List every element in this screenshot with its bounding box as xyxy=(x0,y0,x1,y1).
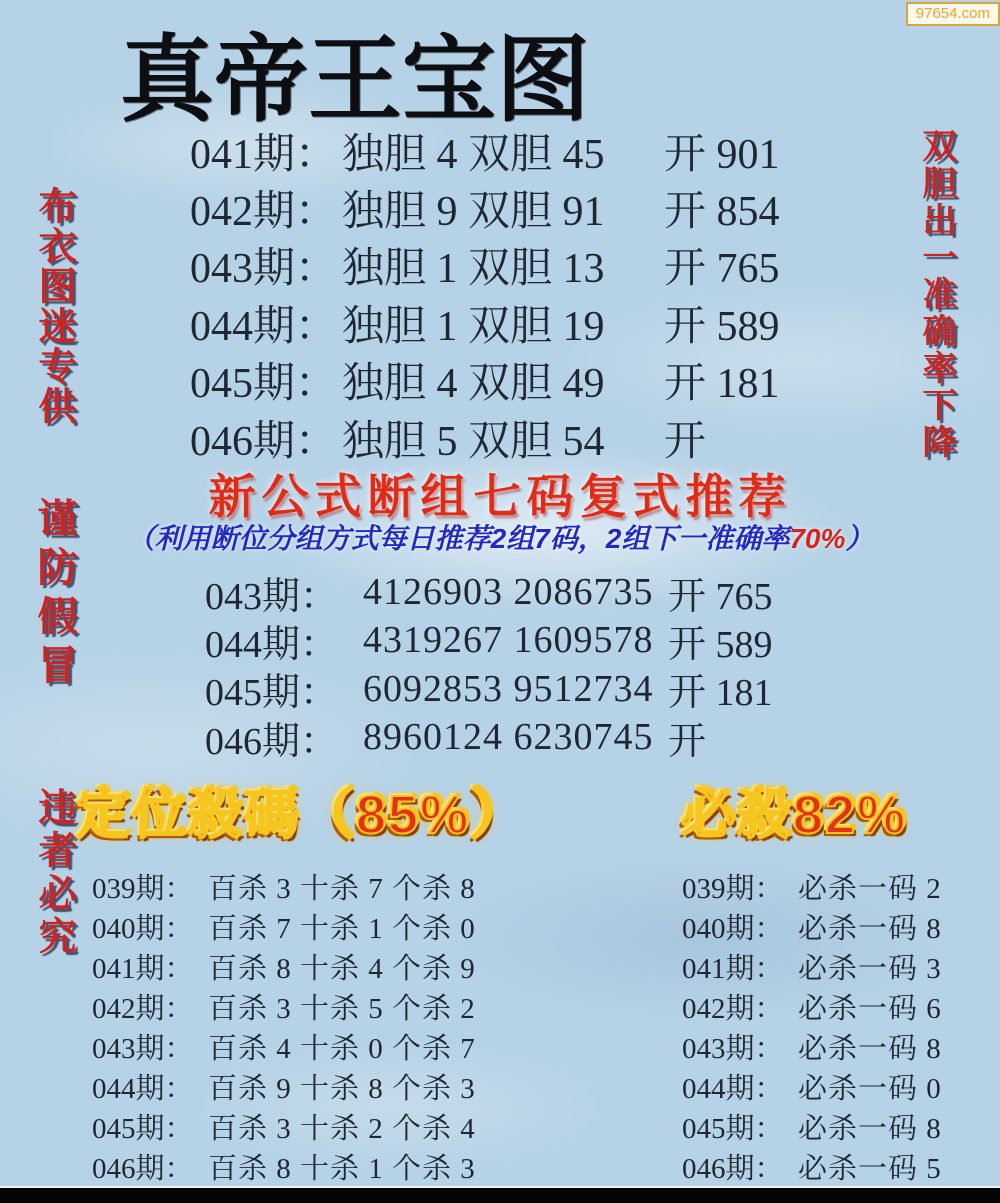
issue-label: 041期： xyxy=(92,952,194,985)
issue-label: 046期： xyxy=(205,720,339,763)
kill-row xyxy=(92,1107,512,1147)
must-kill-header: 必殺82% xyxy=(680,785,908,845)
kill-row xyxy=(92,1066,512,1106)
issue-label: 040期： xyxy=(682,912,784,945)
kill-row xyxy=(682,986,962,1026)
issue-label: 044期： xyxy=(205,623,339,666)
subtitle-close-paren: ） xyxy=(845,523,874,554)
kill-row xyxy=(682,906,962,946)
code-row xyxy=(205,665,805,713)
dan-row xyxy=(190,352,800,409)
position-kill-header: 定位殺碼（85%） xyxy=(76,785,527,845)
draw-result: 开 181 xyxy=(668,672,773,715)
bottom-border-bar xyxy=(0,1186,1000,1203)
issue-label: 043期： xyxy=(190,246,338,293)
kill-row xyxy=(92,906,512,946)
issue-label: 045期： xyxy=(92,1113,194,1146)
code-row xyxy=(205,568,805,616)
draw-result: 开 589 xyxy=(668,623,773,666)
issue-label: 043期： xyxy=(92,1032,194,1065)
subtitle-accuracy-highlight: 70% xyxy=(789,523,846,554)
code-groups: 8960124 6230745 xyxy=(363,716,654,759)
issue-label: 039期： xyxy=(92,872,194,905)
dan-row xyxy=(190,122,800,179)
kill-row xyxy=(682,1026,962,1066)
seven-code-list xyxy=(205,568,805,761)
kill-values: 百杀 3 十杀 7 个杀 8 xyxy=(208,872,476,905)
kill-row xyxy=(92,866,512,906)
issue-label: 042期： xyxy=(682,992,784,1025)
issue-label: 039期： xyxy=(682,872,784,905)
right-rail-label: 双胆出一准确率下降 xyxy=(917,128,955,461)
duanzu-section-header: 新公式断组七码复式推荐 xyxy=(208,470,792,523)
issue-label: 041期： xyxy=(682,952,784,985)
draw-result: 开 589 xyxy=(664,303,780,350)
kill-values: 百杀 7 十杀 1 个杀 0 xyxy=(208,912,476,945)
kill-values: 百杀 8 十杀 1 个杀 3 xyxy=(208,1153,476,1186)
site-watermark: 97654.com xyxy=(906,2,1000,26)
kill-row xyxy=(682,946,962,986)
draw-result: 开 xyxy=(664,418,707,465)
kill-values: 百杀 8 十杀 4 个杀 9 xyxy=(208,952,476,985)
issue-label: 043期： xyxy=(205,575,339,618)
dan-values: 独胆 1 双胆 19 xyxy=(342,303,605,350)
must-kill-list xyxy=(682,866,962,1187)
dan-row xyxy=(190,294,800,351)
kill-row xyxy=(682,866,962,906)
issue-label: 045期： xyxy=(682,1113,784,1146)
kill-values: 必杀一码 8 xyxy=(798,1113,942,1146)
issue-label: 040期： xyxy=(92,912,194,945)
kill-values: 百杀 4 十杀 0 个杀 7 xyxy=(208,1032,476,1065)
issue-label: 043期： xyxy=(682,1032,784,1065)
code-groups: 4319267 1609578 xyxy=(363,619,654,662)
issue-label: 045期： xyxy=(190,361,338,408)
position-kill-list xyxy=(92,866,512,1187)
kill-row xyxy=(682,1066,962,1106)
kill-row xyxy=(92,1026,512,1066)
kill-values: 必杀一码 0 xyxy=(798,1073,942,1106)
code-row xyxy=(205,713,805,761)
left-rail-label-bottom: 违者必究 xyxy=(32,787,74,959)
issue-label: 046期： xyxy=(92,1153,194,1186)
issue-label: 045期： xyxy=(205,672,339,715)
issue-label: 042期： xyxy=(190,189,338,236)
draw-result: 开 854 xyxy=(664,189,780,236)
kill-row xyxy=(682,1147,962,1187)
dan-values: 独胆 1 双胆 13 xyxy=(342,246,605,293)
draw-result: 开 181 xyxy=(664,361,780,408)
draw-result: 开 765 xyxy=(668,575,773,618)
code-row xyxy=(205,616,805,664)
code-groups: 4126903 2086735 xyxy=(363,571,654,614)
code-groups: 6092853 9512734 xyxy=(363,667,654,710)
poster-title: 真帝王宝图 xyxy=(120,28,591,133)
kill-values: 必杀一码 5 xyxy=(798,1153,942,1186)
kill-values: 必杀一码 8 xyxy=(798,912,942,945)
kill-row xyxy=(92,1147,512,1187)
kill-row xyxy=(92,946,512,986)
dan-row xyxy=(190,237,800,294)
draw-result: 开 765 xyxy=(664,246,780,293)
kill-row xyxy=(682,1107,962,1147)
issue-label: 044期： xyxy=(92,1073,194,1106)
dan-values: 独胆 9 双胆 91 xyxy=(342,189,605,236)
kill-values: 百杀 9 十杀 8 个杀 3 xyxy=(208,1073,476,1106)
issue-label: 044期： xyxy=(682,1073,784,1106)
issue-label: 046期： xyxy=(190,418,338,465)
dan-values: 独胆 4 双胆 49 xyxy=(342,361,605,408)
dan-values: 独胆 5 双胆 54 xyxy=(342,418,605,465)
left-rail-label-top: 布衣图迷专供 xyxy=(32,186,74,426)
dan-row xyxy=(190,409,800,466)
draw-result: 开 901 xyxy=(664,131,780,178)
issue-label: 044期： xyxy=(190,303,338,350)
dan-values: 独胆 4 双胆 45 xyxy=(342,131,605,178)
dan-prediction-list xyxy=(190,122,800,466)
kill-values: 百杀 3 十杀 2 个杀 4 xyxy=(208,1113,476,1146)
draw-result: 开 xyxy=(668,720,707,763)
kill-values: 必杀一码 3 xyxy=(798,952,942,985)
left-rail-label-middle: 谨防假冒 xyxy=(32,497,76,693)
kill-row xyxy=(92,986,512,1026)
issue-label: 046期： xyxy=(682,1153,784,1186)
kill-values: 必杀一码 8 xyxy=(798,1032,942,1065)
kill-values: 必杀一码 2 xyxy=(798,872,942,905)
kill-values: 百杀 3 十杀 5 个杀 2 xyxy=(208,992,476,1025)
duanzu-section-subtitle xyxy=(0,517,1000,557)
issue-label: 041期： xyxy=(190,131,338,178)
subtitle-text: （利用断位分组方式每日推荐2组7码，2组下一准确率 xyxy=(126,523,790,554)
dan-row xyxy=(190,179,800,236)
issue-label: 042期： xyxy=(92,992,194,1025)
kill-values: 必杀一码 6 xyxy=(798,992,942,1025)
